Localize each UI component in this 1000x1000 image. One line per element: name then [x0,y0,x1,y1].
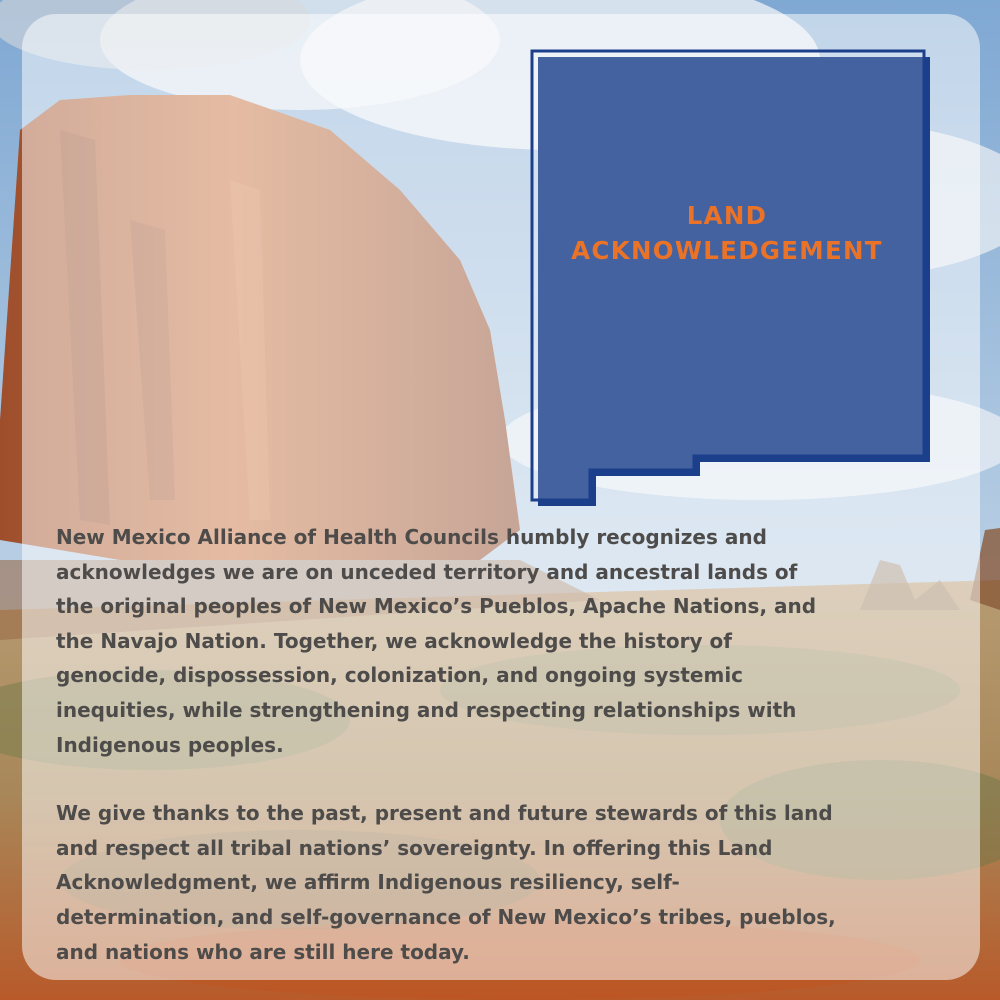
text-line: Indigenous peoples. [56,732,284,757]
text-line: and nations who are still here today. [56,939,470,964]
text-line: We give thanks to the past, present and future stewards of this land [56,801,833,826]
paragraph-recognition [56,520,956,762]
title-line: ACKNOWLEDGEMENT [571,236,883,265]
text-line: determination, and self-governance of New Mexico’s tribes, pueblos, [56,904,836,929]
paragraph-gratitude [56,796,956,969]
title-line: LAND [686,201,768,230]
text-line: and respect all tribal nations’ sovereignty. In offering this Land [56,835,773,860]
text-line: acknowledges we are on unceded territory and ancestral lands of [56,559,798,584]
text-line: the Navajo Nation. Together, we acknowledge the history of [56,628,732,653]
acknowledgement-text [56,520,956,969]
text-line: inequities, while strengthening and respecting relationships with [56,697,797,722]
new-mexico-state-outline [528,48,938,510]
page-title [536,198,918,268]
text-line: Acknowledgment, we affirm Indigenous resiliency, self- [56,870,680,895]
text-line: genocide, dispossession, colonization, and ongoing systemic [56,663,744,688]
text-line: New Mexico Alliance of Health Councils humbly recognizes and [56,525,767,549]
text-line: the original peoples of New Mexico’s Pueblos, Apache Nations, and [56,594,817,619]
